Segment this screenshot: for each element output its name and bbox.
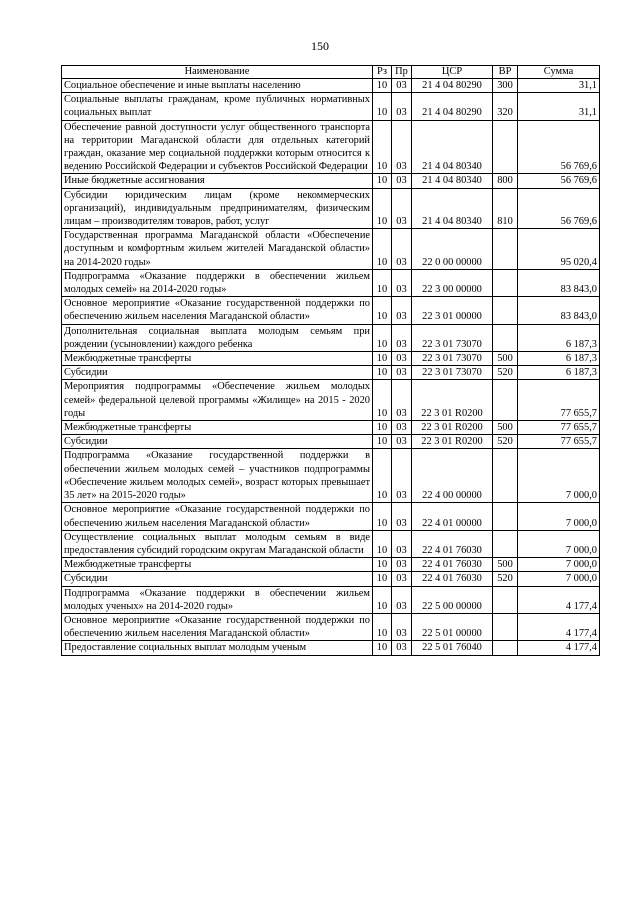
cell-csr: 21 4 04 80290 — [412, 93, 493, 120]
cell-sum: 7 000,0 — [518, 530, 600, 557]
cell-csr: 21 4 04 80340 — [412, 188, 493, 229]
cell-rz: 10 — [373, 572, 392, 586]
cell-sum: 7 000,0 — [518, 503, 600, 530]
cell-csr: 22 4 01 76030 — [412, 572, 493, 586]
table-row — [62, 586, 600, 613]
cell-sum: 4 177,4 — [518, 641, 600, 655]
cell-vr: 810 — [493, 188, 518, 229]
cell-rz: 10 — [373, 449, 392, 503]
cell-pr: 03 — [392, 93, 412, 120]
cell-name: Межбюджетные трансферты — [62, 352, 373, 366]
cell-sum: 4 177,4 — [518, 613, 600, 640]
cell-pr: 03 — [392, 421, 412, 435]
cell-csr: 22 4 01 76030 — [412, 558, 493, 572]
cell-name: Субсидии — [62, 435, 373, 449]
table-row — [62, 380, 600, 421]
cell-rz: 10 — [373, 297, 392, 324]
cell-name: Основное мероприятие «Оказание государственной поддержки по обеспечению жильем населения Магаданской области» — [62, 297, 373, 324]
cell-rz: 10 — [373, 79, 392, 93]
cell-csr: 22 5 00 00000 — [412, 586, 493, 613]
cell-name: Межбюджетные трансферты — [62, 421, 373, 435]
cell-pr: 03 — [392, 120, 412, 174]
cell-sum: 6 187,3 — [518, 324, 600, 351]
cell-vr — [493, 297, 518, 324]
table-row — [62, 79, 600, 93]
cell-pr: 03 — [392, 79, 412, 93]
cell-csr: 22 3 01 R0200 — [412, 380, 493, 421]
cell-sum: 31,1 — [518, 79, 600, 93]
cell-csr: 22 3 01 R0200 — [412, 435, 493, 449]
table-row — [62, 572, 600, 586]
cell-csr: 22 5 01 76040 — [412, 641, 493, 655]
cell-pr: 03 — [392, 380, 412, 421]
budget-table — [61, 65, 600, 656]
cell-pr: 03 — [392, 449, 412, 503]
cell-pr: 03 — [392, 503, 412, 530]
table-row — [62, 530, 600, 557]
cell-name: Подпрограмма «Оказание государственной поддержки в обеспечении жильем молодых семей – участников подпрограммы «Обеспечение жильем молодых семей», возраст которых превышает 35 лет» на 2015-2020 годы» — [62, 449, 373, 503]
table-row — [62, 435, 600, 449]
table-row — [62, 641, 600, 655]
table-row — [62, 503, 600, 530]
table-row — [62, 449, 600, 503]
table-row — [62, 229, 600, 270]
header-pr: Пр — [392, 66, 412, 79]
cell-vr: 500 — [493, 421, 518, 435]
cell-rz: 10 — [373, 586, 392, 613]
cell-name: Основное мероприятие «Оказание государственной поддержки по обеспечению жильем населения Магаданской области» — [62, 503, 373, 530]
cell-csr: 22 4 01 76030 — [412, 530, 493, 557]
cell-sum: 4 177,4 — [518, 586, 600, 613]
cell-sum: 83 843,0 — [518, 297, 600, 324]
cell-sum: 31,1 — [518, 93, 600, 120]
cell-name: Основное мероприятие «Оказание государственной поддержки по обеспечению жильем населения Магаданской области» — [62, 613, 373, 640]
cell-name: Иные бюджетные ассигнования — [62, 174, 373, 188]
cell-vr: 320 — [493, 93, 518, 120]
cell-sum: 83 843,0 — [518, 269, 600, 296]
cell-vr: 800 — [493, 174, 518, 188]
header-name: Наименование — [62, 66, 373, 79]
cell-sum: 7 000,0 — [518, 558, 600, 572]
cell-csr: 22 4 00 00000 — [412, 449, 493, 503]
cell-rz: 10 — [373, 613, 392, 640]
cell-sum: 6 187,3 — [518, 366, 600, 380]
cell-name: Мероприятия подпрограммы «Обеспечение жильем молодых семей» федеральной целевой программы «Жилище» на 2015 - 2020 годы — [62, 380, 373, 421]
cell-name: Обеспечение равной доступности услуг общественного транспорта на территории Магаданской области для отдельных категорий граждан, оказание мер социальной поддержки которым относится к ведению Российской Федерации и субъектов Российской Федерации — [62, 120, 373, 174]
cell-csr: 22 3 01 00000 — [412, 297, 493, 324]
page-number: 150 — [311, 39, 329, 53]
cell-rz: 10 — [373, 269, 392, 296]
cell-pr: 03 — [392, 586, 412, 613]
cell-pr: 03 — [392, 572, 412, 586]
cell-name: Социальные выплаты гражданам, кроме публичных нормативных социальных выплат — [62, 93, 373, 120]
cell-name: Осуществление социальных выплат молодым семьям в виде предоставления субсидий городским округам Магаданской области — [62, 530, 373, 557]
cell-vr: 520 — [493, 435, 518, 449]
cell-rz: 10 — [373, 641, 392, 655]
cell-pr: 03 — [392, 435, 412, 449]
table-row — [62, 269, 600, 296]
cell-csr: 21 4 04 80340 — [412, 174, 493, 188]
cell-name: Предоставление социальных выплат молодым ученым — [62, 641, 373, 655]
cell-name: Субсидии юридическим лицам (кроме некоммерческих организаций), индивидуальным предпринимателям, физическим лицам – производителям товаров, работ, услуг — [62, 188, 373, 229]
table-row — [62, 120, 600, 174]
cell-vr — [493, 530, 518, 557]
cell-sum: 7 000,0 — [518, 449, 600, 503]
table-row — [62, 93, 600, 120]
table-row — [62, 352, 600, 366]
cell-vr: 300 — [493, 79, 518, 93]
cell-sum: 95 020,4 — [518, 229, 600, 270]
cell-rz: 10 — [373, 120, 392, 174]
cell-rz: 10 — [373, 558, 392, 572]
cell-pr: 03 — [392, 174, 412, 188]
cell-pr: 03 — [392, 641, 412, 655]
cell-name: Субсидии — [62, 572, 373, 586]
cell-vr: 520 — [493, 366, 518, 380]
cell-vr — [493, 324, 518, 351]
cell-sum: 6 187,3 — [518, 352, 600, 366]
cell-name: Подпрограмма «Оказание поддержки в обеспечении жильем молодых ученых» на 2014-2020 годы» — [62, 586, 373, 613]
cell-csr: 22 0 00 00000 — [412, 229, 493, 270]
cell-pr: 03 — [392, 366, 412, 380]
cell-pr: 03 — [392, 324, 412, 351]
cell-name: Субсидии — [62, 366, 373, 380]
cell-vr: 500 — [493, 558, 518, 572]
cell-rz: 10 — [373, 503, 392, 530]
cell-rz: 10 — [373, 352, 392, 366]
cell-sum: 56 769,6 — [518, 174, 600, 188]
cell-rz: 10 — [373, 530, 392, 557]
cell-rz: 10 — [373, 229, 392, 270]
cell-csr: 21 4 04 80290 — [412, 79, 493, 93]
table-row — [62, 324, 600, 351]
table-body — [62, 79, 600, 656]
cell-vr — [493, 229, 518, 270]
cell-sum: 77 655,7 — [518, 435, 600, 449]
cell-csr: 22 3 01 73070 — [412, 324, 493, 351]
cell-rz: 10 — [373, 366, 392, 380]
cell-pr: 03 — [392, 613, 412, 640]
header-rz: Рз — [373, 66, 392, 79]
cell-vr — [493, 449, 518, 503]
cell-sum: 77 655,7 — [518, 421, 600, 435]
cell-pr: 03 — [392, 530, 412, 557]
cell-pr: 03 — [392, 297, 412, 324]
table-row — [62, 174, 600, 188]
cell-rz: 10 — [373, 421, 392, 435]
cell-sum: 77 655,7 — [518, 380, 600, 421]
table-row — [62, 421, 600, 435]
cell-csr: 22 3 00 00000 — [412, 269, 493, 296]
cell-sum: 7 000,0 — [518, 572, 600, 586]
cell-rz: 10 — [373, 93, 392, 120]
cell-csr: 22 4 01 00000 — [412, 503, 493, 530]
header-csr: ЦСР — [412, 66, 493, 79]
cell-vr — [493, 586, 518, 613]
cell-rz: 10 — [373, 380, 392, 421]
table-header-row — [62, 66, 600, 79]
cell-csr: 21 4 04 80340 — [412, 120, 493, 174]
cell-rz: 10 — [373, 174, 392, 188]
cell-name: Дополнительная социальная выплата молодым семьям при рождении (усыновлении) каждого ребенка — [62, 324, 373, 351]
cell-name: Межбюджетные трансферты — [62, 558, 373, 572]
table-row — [62, 297, 600, 324]
cell-rz: 10 — [373, 435, 392, 449]
cell-rz: 10 — [373, 188, 392, 229]
header-vr: ВР — [493, 66, 518, 79]
cell-vr: 500 — [493, 352, 518, 366]
cell-pr: 03 — [392, 188, 412, 229]
cell-vr — [493, 120, 518, 174]
cell-csr: 22 5 01 00000 — [412, 613, 493, 640]
cell-vr — [493, 641, 518, 655]
cell-sum: 56 769,6 — [518, 120, 600, 174]
cell-csr: 22 3 01 73070 — [412, 352, 493, 366]
cell-vr — [493, 269, 518, 296]
cell-vr: 520 — [493, 572, 518, 586]
cell-csr: 22 3 01 73070 — [412, 366, 493, 380]
cell-name: Подпрограмма «Оказание поддержки в обеспечении жильем молодых семей» на 2014-2020 годы» — [62, 269, 373, 296]
table-row — [62, 188, 600, 229]
cell-pr: 03 — [392, 352, 412, 366]
cell-name: Государственная программа Магаданской области «Обеспечение доступным и комфортным жильем жителей Магаданской области» на 2014-2020 годы» — [62, 229, 373, 270]
cell-csr: 22 3 01 R0200 — [412, 421, 493, 435]
table-row — [62, 613, 600, 640]
cell-pr: 03 — [392, 229, 412, 270]
cell-pr: 03 — [392, 269, 412, 296]
cell-name: Социальное обеспечение и иные выплаты населению — [62, 79, 373, 93]
table-row — [62, 558, 600, 572]
table-row — [62, 366, 600, 380]
header-sum: Сумма — [518, 66, 600, 79]
cell-vr — [493, 613, 518, 640]
cell-vr — [493, 380, 518, 421]
cell-pr: 03 — [392, 558, 412, 572]
cell-rz: 10 — [373, 324, 392, 351]
cell-vr — [493, 503, 518, 530]
cell-sum: 56 769,6 — [518, 188, 600, 229]
